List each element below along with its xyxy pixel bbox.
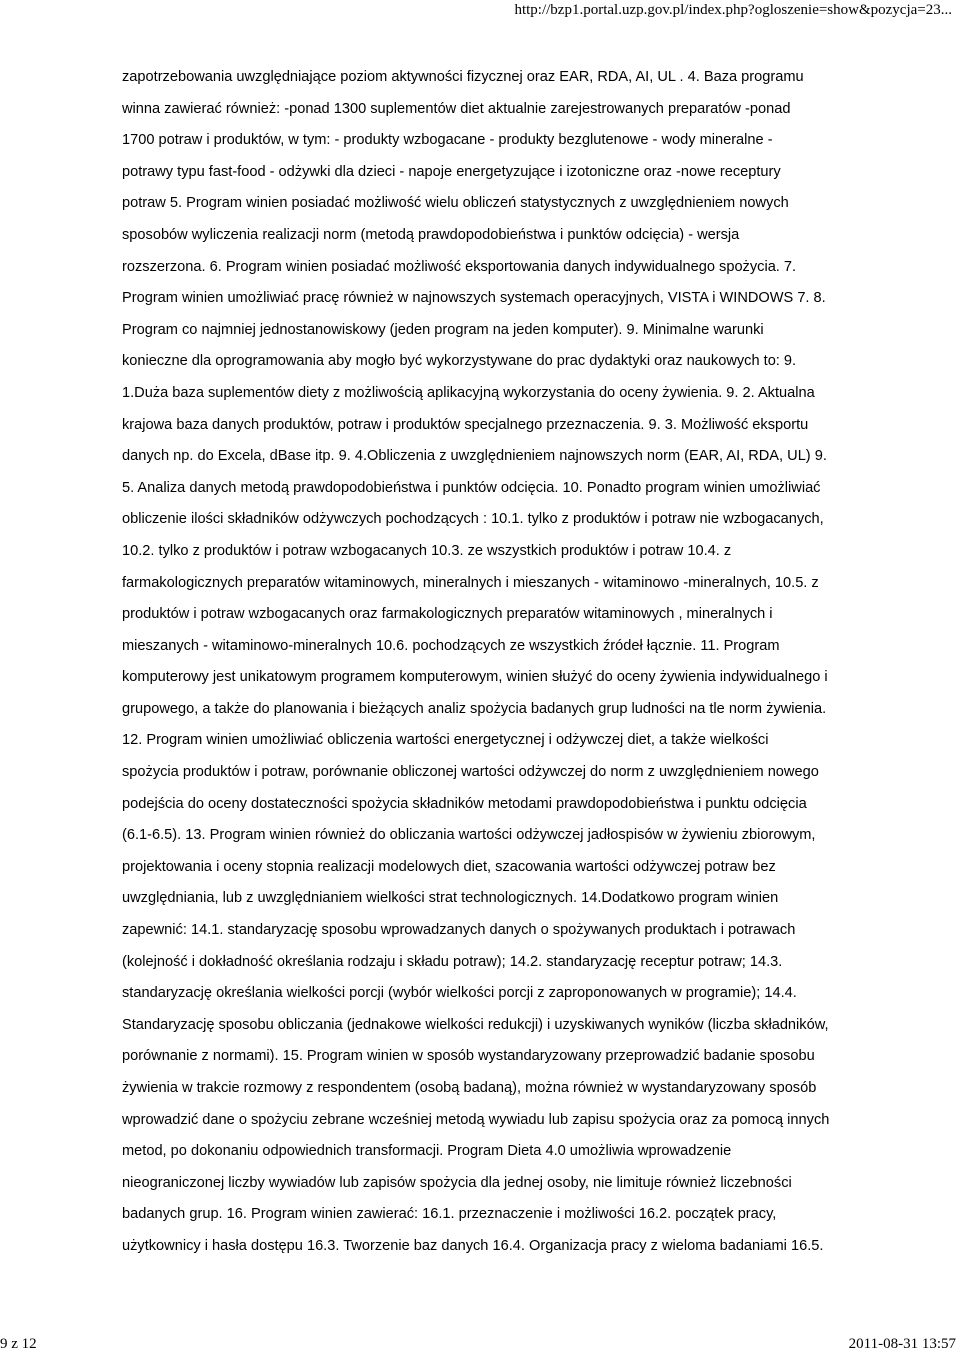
body-line: potrawy typu fast-food - odżywki dla dzieci - napoje energetyzujące i izotoniczne oraz -nowe receptury	[122, 163, 781, 180]
body-line: komputerowy jest unikatowym programem komputerowym, winien służyć do oceny żywienia indywidualnego i	[122, 669, 828, 686]
body-line: uwzględniania, lub z uwzględnianiem wielkości strat technologicznych. 14.Dodatkowo program winien	[122, 890, 779, 907]
body-line: krajowa baza danych produktów, potraw i produktów specjalnego przeznaczenia. 9. 3. Możliwość eksportu	[122, 416, 809, 433]
body-line: winna zawierać również: -ponad 1300 suplementów diet aktualnie zarejestrowanych preparatów -ponad	[122, 100, 791, 117]
body-line: sposobów wyliczenia realizacji norm (metodą prawdopodobieństwa i punktów odcięcia) - wersja	[122, 226, 740, 243]
body-line: obliczenie ilości składników odżywczych pochodzących : 10.1. tylko z produktów i potraw nie wzbogacanych,	[122, 511, 824, 528]
body-line: standaryzację określania wielkości porcji (wybór wielkości porcji z zaproponowanych w programie); 14.4.	[122, 985, 797, 1002]
body-line: projektowania i oceny stopnia realizacji modelowych diet, szacowania wartości odżywczej potraw bez	[122, 858, 776, 875]
body-line: porównanie z normami). 15. Program winien w sposób wystandaryzowany przeprowadzić badanie sposobu	[122, 1048, 815, 1065]
body-line: (6.1-6.5). 13. Program winien również do obliczania wartości odżywczej jadłospisów w żywieniu zbiorowym,	[122, 827, 816, 844]
document-body	[122, 62, 912, 1263]
body-line: wprowadzić dane o spożyciu zebrane wcześniej metodą wywiadu lub zapisu spożycia oraz za pomocą innych	[122, 1111, 830, 1128]
body-line: Standaryzację sposobu obliczania (jednakowe wielkości redukcji) i uzyskiwanych wyników (liczba składników,	[122, 1016, 829, 1033]
body-line: spożycia produktów i potraw, porównanie obliczonej wartości odżywczej do norm z uwzględnieniem nowego	[122, 764, 819, 781]
body-line: Program winien umożliwiać pracę również w najnowszych systemach operacyjnych, VISTA i WINDOWS 7. 8.	[122, 290, 826, 307]
body-line: produktów i potraw wzbogacanych oraz farmakologicznych preparatów witaminowych , mineralnych i	[122, 606, 773, 623]
body-line: metod, po dokonaniu odpowiednich transformacji. Program Dieta 4.0 umożliwia wprowadzenie	[122, 1143, 732, 1160]
body-line: 1.Duża baza suplementów diety z możliwością aplikacyjną wykorzystania do oceny żywienia. 9. 2. Aktualna	[122, 384, 815, 401]
body-line: potraw 5. Program winien posiadać możliwość wielu obliczeń statystycznych z uwzględnieniem nowych	[122, 195, 789, 212]
body-line: podejścia do oceny dostateczności spożycia składników metodami prawdopodobieństwa i punktu odcięcia	[122, 795, 807, 812]
body-line: 12. Program winien umożliwiać obliczenia wartości energetycznej i odżywczej diet, a także wielkości	[122, 732, 769, 749]
body-line: żywienia w trakcie rozmowy z respondentem (osobą badaną), można również w wystandaryzowany sposób	[122, 1080, 817, 1096]
body-line: danych np. do Excela, dBase itp. 9. 4.Obliczenia z uwzględnieniem najnowszych norm (EAR, AI, RDA, UL) 9.	[122, 448, 827, 465]
body-line: rozszerzona. 6. Program winien posiadać możliwość eksportowania danych indywidualnego spożycia. 7.	[122, 258, 797, 275]
page-number: 9 z 12	[0, 1336, 37, 1352]
print-datetime: 2011-08-31 13:57	[848, 1336, 956, 1352]
body-line: 10.2. tylko z produktów i potraw wzbogacanych 10.3. ze wszystkich produktów i potraw 10.4. z	[122, 542, 732, 559]
body-line: użytkownicy i hasła dostępu 16.3. Tworzenie baz danych 16.4. Organizacja pracy z wieloma badaniami 16.5.	[122, 1237, 824, 1254]
body-line: 5. Analiza danych metodą prawdopodobieństwa i punktów odcięcia. 10. Ponadto program winien umożliwiać	[122, 479, 821, 496]
body-line: mieszanych - witaminowo-mineralnych 10.6. pochodzących ze wszystkich źródeł łącznie. 11. Program	[122, 637, 780, 654]
body-line: farmakologicznych preparatów witaminowych, mineralnych i mieszanych - witaminowo -mineralnych, 10.5. z	[122, 574, 819, 591]
body-line: (kolejność i dokładność określania rodzaju i składu potraw); 14.2. standaryzację receptur potraw; 14.3.	[122, 953, 783, 970]
body-line: grupowego, a także do planowania i bieżących analiz spożycia badanych grup ludności na tle norm żywienia.	[122, 700, 827, 717]
body-line: badanych grup. 16. Program winien zawierać: 16.1. przeznaczenie i możliwości 16.2. początek pracy,	[122, 1206, 777, 1223]
body-line: nieograniczonej liczby wywiadów lub zapisów spożycia dla jednej osoby, nie limituje również liczebności	[122, 1174, 792, 1191]
body-line: Program co najmniej jednostanowiskowy (jeden program na jeden komputer). 9. Minimalne warunki	[122, 321, 764, 338]
page-url-header: http://bzp1.portal.uzp.gov.pl/index.php?ogloszenie=show&pozycja=23...	[514, 2, 952, 18]
body-line: zapewnić: 14.1. standaryzację sposobu wprowadzanych danych o spożywanych produktach i potrawach	[122, 922, 796, 939]
body-line: 1700 potraw i produktów, w tym: - produkty wzbogacane - produkty bezglutenowe - wody mineralne -	[122, 132, 773, 149]
body-line: zapotrzebowania uwzględniające poziom aktywności fizycznej oraz EAR, RDA, AI, UL . 4. Baza programu	[122, 69, 804, 85]
body-line: konieczne dla oprogramowania aby mogło być wykorzystywane do prac dydaktyki oraz naukowych to: 9.	[122, 353, 797, 370]
